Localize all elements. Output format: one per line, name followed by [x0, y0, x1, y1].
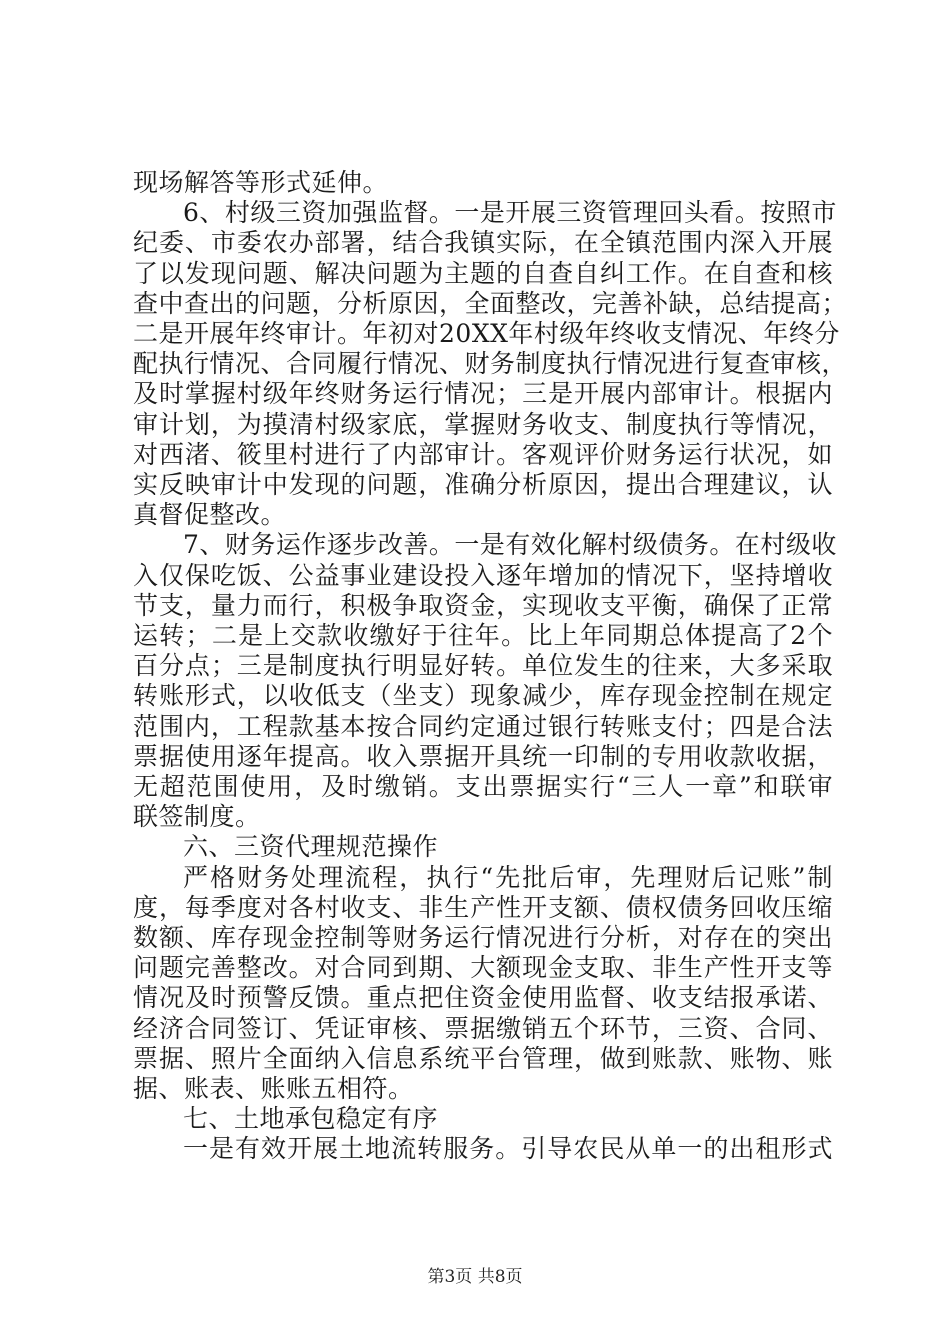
section-heading: 七、土地承包稳定有序 [183, 1104, 439, 1134]
text-line: 真督促整改。 [133, 500, 287, 530]
page-footer: 第3页 共8页 [427, 1267, 523, 1287]
text-line: 纪委、市委农办部署，结合我镇实际，在全镇范围内深入开展 [133, 228, 833, 258]
text-line: 票据使用逐年提高。收入票据开具统一印制的专用收款收据， [133, 741, 833, 771]
text-line: 节支，量力而行，积极争取资金，实现收支平衡，确保了正常 [133, 590, 833, 620]
text-line: 现场解答等形式延伸。 [133, 168, 389, 197]
text-line: 百分点；三是制度执行明显好转。单位发生的往来，大多采取 [133, 651, 833, 681]
text-line: 一是有效开展土地流转服务。引导农民从单一的出租形式 [183, 1134, 833, 1164]
text-line: 联签制度。 [133, 802, 261, 832]
text-line: 数额、库存现金控制等财务运行情况进行分析，对存在的突出 [133, 923, 833, 952]
section-heading: 六、三资代理规范操作 [183, 832, 439, 862]
text-line: 经济合同签订、凭证审核、票据缴销五个环节，三资、合同、 [133, 1013, 833, 1043]
text-line: 实反映审计中发现的问题，准确分析原因，提出合理建议，认 [133, 470, 833, 499]
text-line: 转账形式，以收低支（坐支）现象减少，库存现金控制在规定 [133, 681, 833, 711]
text-line: 运转；二是上交款收缴好于往年。比上年同期总体提高了2个 [133, 621, 833, 650]
text-line: 严格财务处理流程，执行“先批后审，先理财后记账”制 [183, 862, 833, 892]
text-line: 配执行情况、合同履行情况、财务制度执行情况进行复查审核， [133, 349, 848, 379]
text-line: 情况及时预警反馈。重点把住资金使用监督、收支结报承诺、 [133, 983, 833, 1013]
text-line: 二是开展年终审计。年初对20XX年村级年终收支情况、年终分 [133, 319, 840, 348]
text-line: 了以发现问题、解决问题为主题的自查自纠工作。在自查和核 [133, 258, 833, 288]
text-line: 6、村级三资加强监督。一是开展三资管理回头看。按照市 [183, 198, 837, 228]
text-line: 无超范围使用，及时缴销。支出票据实行“三人一章”和联审 [133, 772, 833, 801]
text-line: 据、账表、账账五相符。 [133, 1074, 414, 1103]
text-line: 度，每季度对各村收支、非生产性开支额、债权债务回收压缩 [133, 892, 833, 922]
text-line: 及时掌握村级年终财务运行情况；三是开展内部审计。根据内 [133, 379, 833, 409]
text-line: 问题完善整改。对合同到期、大额现金支取、非生产性开支等 [133, 953, 833, 983]
text-line: 范围内，工程款基本按合同约定通过银行转账支付；四是合法 [133, 711, 833, 741]
text-line: 审计划，为摸清村级家底，掌握财务收支、制度执行等情况， [133, 409, 833, 439]
text-line: 7、财务运作逐步改善。一是有效化解村级债务。在村级收 [183, 530, 837, 560]
text-line: 入仅保吃饭、公益事业建设投入逐年增加的情况下，坚持增收 [133, 560, 833, 590]
text-line: 票据、照片全面纳入信息系统平台管理，做到账款、账物、账 [133, 1043, 833, 1073]
text-line: 查中查出的问题，分析原因，全面整改，完善补缺，总结提高； [133, 288, 848, 318]
text-line: 对西渚、筱里村进行了内部审计。客观评价财务运行状况，如 [133, 439, 833, 469]
